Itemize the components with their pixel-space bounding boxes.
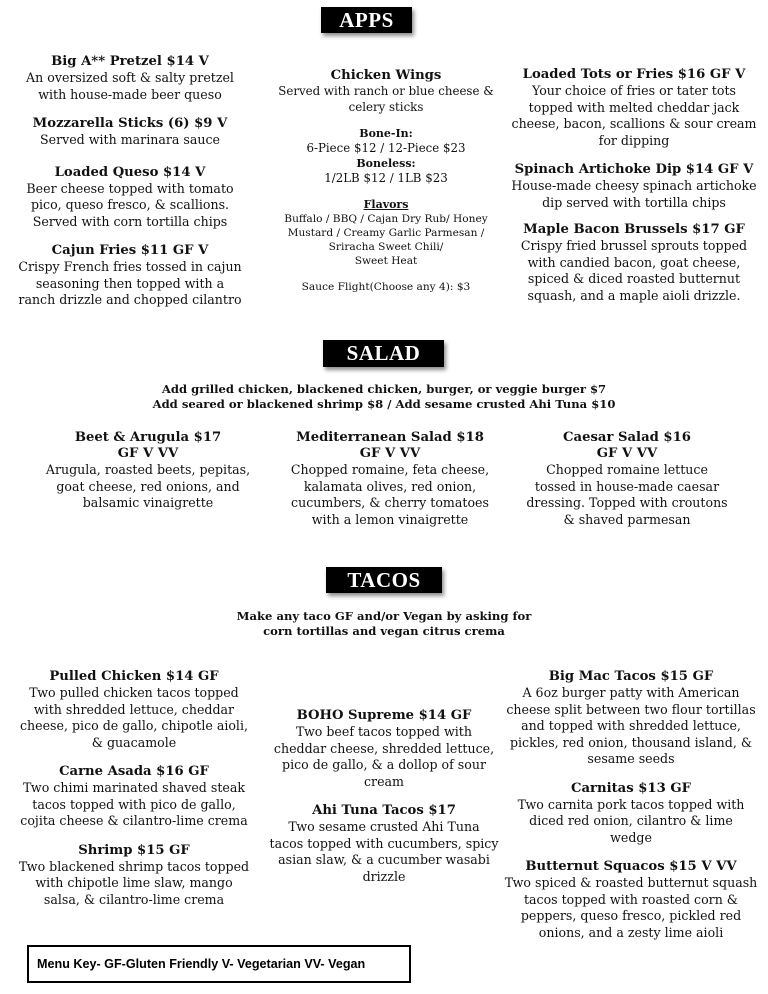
tacos-note: Make any taco GF and/or Vegan by asking for (236, 609, 532, 623)
menu-item (498, 859, 764, 941)
salad-item (262, 430, 518, 528)
tacos-center-column (256, 708, 512, 898)
item-title: Big Mac Tacos $15 GF (548, 669, 714, 684)
item-desc: Two blackened shrimp tacos topped (18, 858, 250, 874)
item-desc: Two beef tacos topped with (296, 724, 472, 739)
item-title: Beet & Arugula $17 (74, 430, 222, 445)
item-desc: with chipotle lime slaw, mango (35, 875, 233, 890)
menu-item (498, 781, 764, 847)
item-title: Shrimp $15 GF (78, 842, 190, 858)
item-title: Loaded Queso $14 V (54, 164, 206, 180)
flavors-label: Flavors (363, 198, 409, 211)
menu-item (256, 708, 512, 790)
item-desc: kalamata olives, red onion, (303, 478, 477, 494)
item-desc: Your choice of fries or tater tots (532, 83, 736, 98)
menu-item (10, 116, 250, 149)
item-tags: GF V VV (117, 446, 179, 461)
item-tags: GF V VV (359, 446, 421, 461)
menu-item (10, 243, 250, 309)
item-desc: & guacamole (91, 734, 177, 750)
item-desc: onions, and a zesty lime aioli (538, 924, 724, 940)
menu-item (508, 162, 760, 211)
salad-item (499, 430, 755, 528)
salad-addon-note: Add grilled chicken, blackened chicken, burger, or veggie burger $7 (161, 382, 607, 396)
salad-heading: SALAD (323, 340, 444, 367)
item-title: Butternut Squacos $15 V VV (525, 859, 737, 874)
item-desc: Two chimi marinated shaved steak (22, 780, 245, 795)
item-desc: dip served with tortilla chips (542, 194, 726, 210)
item-desc: An oversized soft & salty pretzel (26, 70, 234, 85)
item-desc: Two pulled chicken tacos topped (29, 685, 239, 700)
apps-heading: APPS (321, 7, 412, 33)
apps-left-column (10, 54, 250, 322)
item-desc: cheese, bacon, scallions & sour cream (511, 116, 757, 131)
item-desc: A 6oz burger patty with American (522, 685, 740, 700)
item-desc: Served with corn tortilla chips (32, 213, 228, 229)
item-desc: sesame seeds (587, 751, 675, 766)
item-desc: balsamic vinaigrette (82, 495, 214, 510)
item-desc: pico de gallo, & a dollop of sour (282, 757, 486, 772)
item-desc: cream (364, 773, 404, 789)
item-desc: House-made cheesy spinach artichoke (511, 178, 757, 193)
item-desc: dressing. Topped with croutons (526, 495, 728, 510)
apps-center-column (258, 68, 514, 294)
item-desc: cojita cheese & cilantro-lime crema (20, 813, 248, 828)
item-title: Carnitas $13 GF (571, 780, 691, 796)
menu-item (10, 165, 250, 231)
item-desc: and topped with shredded lettuce, (521, 718, 741, 733)
item-desc: Two carnita pork tacos topped with (517, 796, 745, 812)
item-desc: Chopped romaine lettuce (546, 462, 708, 477)
item-desc: cucumbers, & cherry tomatoes (291, 495, 489, 510)
flavor-line: Sriracha Sweet Chili/ (328, 241, 444, 253)
salad-addon-note: Add seared or blackened shrimp $8 / Add sesame crusted Ahi Tuna $10 (152, 397, 616, 411)
item-desc: tacos topped with cucumbers, spicy (269, 835, 499, 851)
item-desc: tossed in house-made caesar (534, 478, 720, 494)
menu-item (498, 669, 764, 768)
item-desc: Arugula, roasted beets, pepitas, (45, 462, 251, 477)
menu-item (256, 803, 512, 885)
item-desc: Beer cheese topped with tomato (26, 180, 234, 196)
item-title: Pulled Chicken $14 GF (49, 669, 219, 684)
item-desc: squash, and a maple aioli drizzle. (527, 287, 741, 303)
item-title: Mediterranean Salad $18 (296, 430, 484, 445)
item-desc: Served with marinara sauce (40, 132, 220, 147)
item-desc: celery sticks (348, 99, 424, 114)
item-title: BOHO Supreme $14 GF (296, 708, 472, 723)
item-desc: peppers, queso fresco, pickled red (520, 908, 742, 923)
item-desc: & shaved parmesan (563, 511, 691, 527)
item-desc: pickles, red onion, thousand island, & (509, 734, 753, 750)
item-desc: diced red onion, cilantro & lime (529, 813, 733, 828)
item-desc: with a lemon vinaigrette (311, 511, 469, 527)
bone-in-prices: 6-Piece $12 / 12-Piece $23 (306, 141, 466, 155)
item-title: Chicken Wings (330, 68, 442, 83)
item-desc: cheddar cheese, shredded lettuce, (273, 740, 495, 756)
menu-item (508, 222, 760, 304)
item-title: Ahi Tuna Tacos $17 (312, 803, 456, 818)
item-desc: cheese, pico de gallo, chipotle aioli, (19, 718, 248, 733)
item-desc: seasoning then topped with a (35, 275, 225, 291)
menu-key: Menu Key- GF-Gluten Friendly V- Vegetarian VV- Vegan (27, 945, 411, 983)
item-desc: for dipping (598, 132, 670, 148)
item-desc: topped with melted cheddar jack (528, 99, 740, 115)
tacos-note: corn tortillas and vegan citrus crema (263, 624, 505, 638)
sauce-flight: Sauce Flight(Choose any 4): $3 (301, 281, 471, 293)
flavor-line: Buffalo / BBQ / Cajan Dry Rub/ Honey (284, 213, 488, 225)
menu-item (6, 843, 262, 909)
item-title: Caesar Salad $16 (563, 430, 691, 445)
item-desc: Served with ranch or blue cheese & (278, 84, 494, 98)
salad-item (20, 430, 276, 512)
item-desc: spiced & diced roasted butternut (527, 271, 741, 286)
item-desc: drizzle (362, 868, 406, 884)
apps-right-column (508, 67, 760, 317)
item-title: Mozzarella Sticks (6) $9 V (32, 116, 228, 131)
boneless-label: Boneless: (356, 156, 416, 170)
item-desc: ranch drizzle and chopped cilantro (18, 292, 242, 307)
item-title: Loaded Tots or Fries $16 GF V (522, 67, 746, 82)
item-desc: with house-made beer queso (38, 86, 222, 102)
item-title: Maple Bacon Brussels $17 GF (523, 222, 745, 237)
item-title: Cajun Fries $11 GF V (51, 243, 209, 258)
flavor-line: Sweet Heat (354, 255, 418, 267)
bone-in-label: Bone-In: (359, 127, 413, 140)
item-desc: with candied bacon, goat cheese, (527, 254, 741, 270)
item-desc: Two spiced & roasted butternut squash (504, 875, 758, 890)
item-desc: tacos topped with roasted corn & (523, 891, 739, 907)
item-desc: asian slaw, & a cucumber wasabi (278, 852, 490, 867)
item-title: Spinach Artichoke Dip $14 GF V (514, 162, 754, 177)
tacos-right-column (498, 669, 764, 954)
item-desc: Crispy fried brussel sprouts topped (520, 238, 748, 253)
item-desc: wedge (610, 829, 652, 845)
menu-item (508, 67, 760, 149)
item-desc: cheese split between two flour tortillas (506, 701, 756, 717)
menu-item (10, 54, 250, 103)
boneless-prices: 1/2LB $12 / 1LB $23 (324, 170, 448, 185)
flavor-line: Mustard / Creamy Garlic Parmesan / (287, 227, 485, 239)
item-desc: salsa, & cilantro-lime crema (43, 891, 225, 907)
item-desc: Crispy French fries tossed in cajun (18, 259, 242, 274)
item-desc: Chopped romaine, feta cheese, (290, 462, 490, 477)
item-tags: GF V VV (596, 446, 658, 461)
item-title: Big A** Pretzel $14 V (51, 54, 209, 69)
tacos-heading: TACOS (326, 567, 442, 593)
item-desc: goat cheese, red onions, and (56, 478, 240, 494)
item-desc: pico, queso fresco, & scallions. (30, 197, 230, 212)
tacos-left-column (6, 669, 262, 921)
item-desc: tacos topped with pico de gallo, (32, 796, 236, 812)
item-title: Carne Asada $16 GF (59, 764, 209, 779)
item-desc: with shredded lettuce, cheddar (33, 701, 235, 717)
menu-item (6, 764, 262, 830)
item-desc: Two sesame crusted Ahi Tuna (288, 819, 480, 834)
menu-item (6, 669, 262, 751)
